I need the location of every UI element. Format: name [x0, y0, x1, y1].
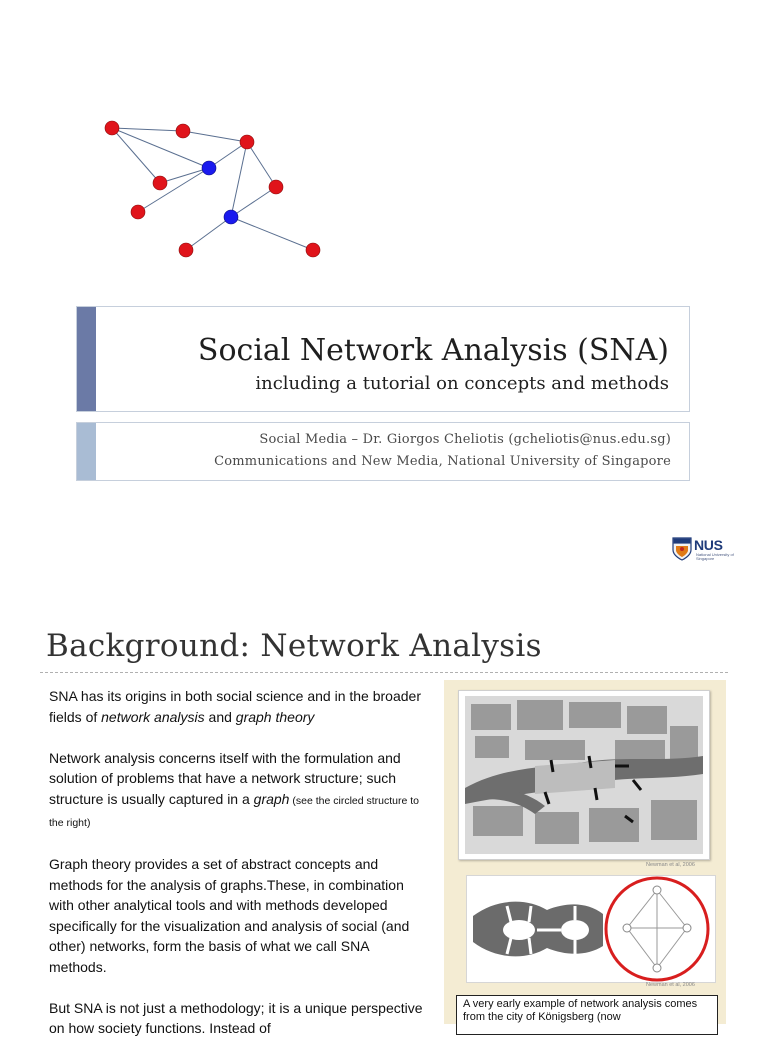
- graph-node: [153, 176, 167, 190]
- graph-node: [240, 135, 254, 149]
- graph-node: [176, 124, 190, 138]
- image-credit: Newman et al, 2006: [646, 862, 695, 868]
- paragraph: SNA has its origins in both social science and in the broader fields of network analysis and graph theory: [49, 688, 421, 725]
- konigsberg-panel: [444, 680, 726, 1024]
- heading-divider: [40, 672, 728, 673]
- nus-crest-icon: [672, 537, 692, 561]
- presentation-title: Social Network Analysis (SNA): [197, 333, 669, 368]
- nus-subtext: National University of Singapore: [696, 552, 734, 561]
- nus-logo: [672, 536, 734, 564]
- image-credit: Newman et al, 2006: [646, 982, 695, 988]
- graph-node: [306, 243, 320, 257]
- affiliation-line: Communications and New Media, National University of Singapore: [214, 454, 671, 469]
- presentation-subtitle: including a tutorial on concepts and methods: [255, 373, 669, 394]
- nus-wordmark: NUS: [694, 537, 723, 553]
- title-accent-bar: [77, 307, 96, 411]
- konigsberg-map-image: [458, 690, 710, 860]
- paragraph: Network analysis concerns itself with the formulation and solution of problems that have a network structure; such structure is usually captured in a graph (see the circled structure to the right): [49, 749, 420, 829]
- title-box: [76, 306, 690, 412]
- paragraph: But SNA is not just a methodology; it is a unique perspective on how society functions. Instead of: [49, 999, 423, 1036]
- graph-hub-node: [224, 210, 238, 224]
- section-heading: Background: Network Analysis: [46, 628, 542, 664]
- graph-hub-node: [202, 161, 216, 175]
- author-box: [76, 422, 690, 481]
- author-line: Social Media – Dr. Giorgos Cheliotis (gcheliotis@nus.edu.sg): [259, 432, 671, 447]
- graph-node: [269, 180, 283, 194]
- graph-node: [131, 205, 145, 219]
- konigsberg-graph-diagram: [466, 875, 716, 983]
- network-graph-illustration: [95, 110, 335, 270]
- figure-caption: A very early example of network analysis comes from the city of Königsberg (now: [456, 995, 718, 1035]
- body-text: [49, 686, 429, 1059]
- author-accent-bar: [77, 423, 96, 480]
- graph-node: [179, 243, 193, 257]
- paragraph: Graph theory provides a set of abstract concepts and methods for the analysis of graphs.These, in combination with other analytical tools and with methods developed specifically for the visualization and analysis of social (and other) networks, form the basis of what we call SNA methods.: [49, 856, 410, 975]
- graph-node: [105, 121, 119, 135]
